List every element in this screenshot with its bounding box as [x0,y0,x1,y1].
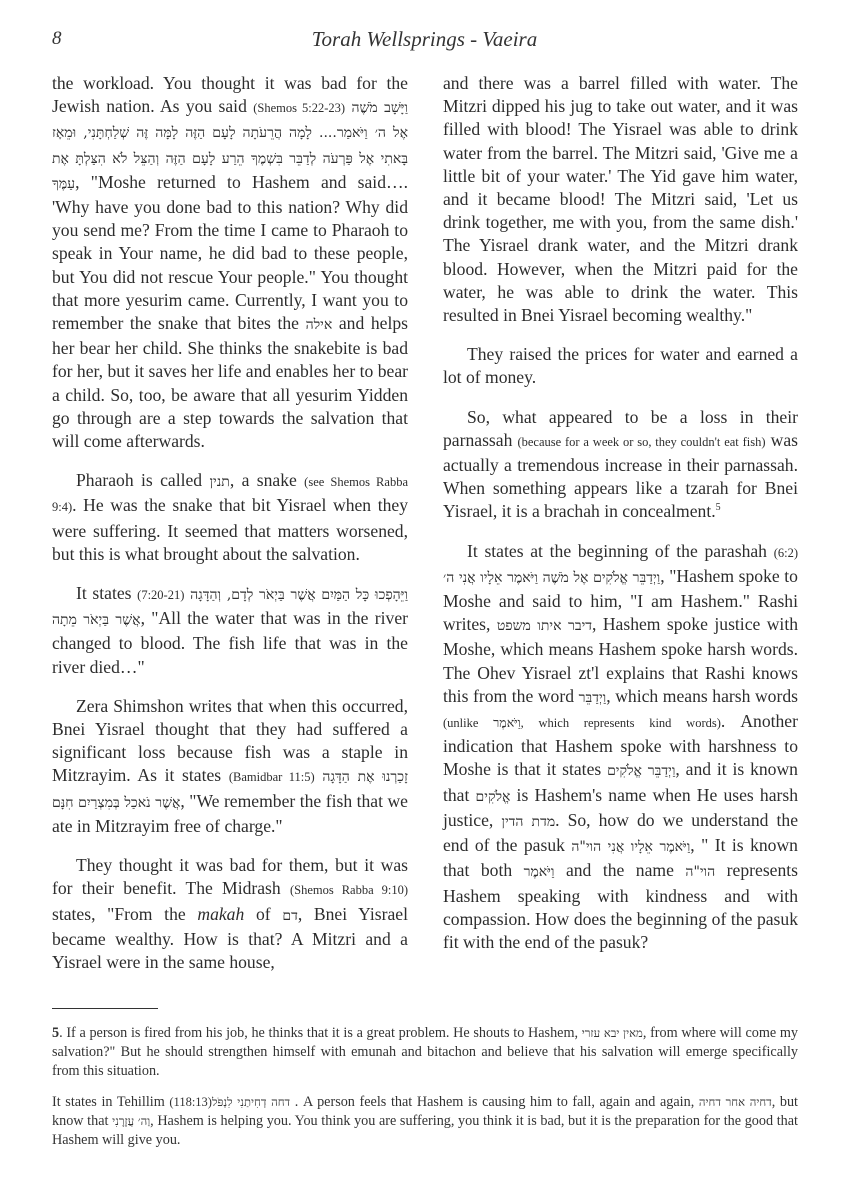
footnote-5-continued [52,1093,798,1150]
text: Zera Shimshon writes that when this occurred, Bnei Yisrael thought that they had suffered a significant loss because fish was a staple in Mitzrayim. As it states [52,695,408,786]
text: states, "From the [52,903,198,924]
text: is Hashem's name when He uses harsh justice, [443,784,799,830]
text: , "Hashem spoke to Moshe and said to him, "I am Hashem." Rashi writes, [443,565,798,635]
paragraph [52,469,408,566]
hebrew-quote: וַיָּשָׁב מֹשֶׁה אֶל ה׳ וַיֹּאמַר.... לָמָה הֲרֵעֹתָה לָעָם הַזֶּה לָמָּה זֶּה שְׁלַחְתָּנִי, וּמֵאָז בָּאתִי אֶל פַּרְעֹה לְדַבֵּר בִּשְׁמֶךָ הֵרַע לָעָם הַזֶּה וְהַצֵּל לֹא הִצַּלְתָּ אֶת עַמֶּךָ [52,100,408,192]
text: , which means harsh words [606,685,798,706]
footnote-number: 5 [52,1025,60,1041]
paragraph [443,406,798,524]
text: , Hashem spoke justice with Moshe, which means Hashem spoke harsh words. The Ohev Yisrael zt'l explains that Rashi knows this from the word [443,614,799,706]
hebrew-word: וַיְדַבֵּר [578,689,607,706]
citation: (unlike וַיֹּאמֶר, which represents kind words) [443,716,721,731]
text: and helps her bear her child. She thinks the snakebite is bad for her, but it saves her life and enables her to bear a child. So, too, be aware that all yesurim Yidden go through are a step towards the salvation that will come afterwards. [52,313,409,452]
text: , but know that [52,1094,798,1129]
paragraph: They raised the prices for water and earned a lot of money. [443,344,798,388]
text: . A person feels that Hashem is causing him to fall, again and again, [294,1094,699,1110]
hebrew-word: אילה [305,317,333,334]
hebrew-word: דם [282,907,298,924]
citation: (7:20-21) [137,588,185,603]
hebrew-word: תנין [209,474,230,491]
text: , and it is known that [443,759,798,805]
text: represents Hashem speaking with kindness and with compassion. How does the beginning of the pasuk fit with the end of the pasuk? [443,860,799,952]
paragraph [443,540,798,954]
text: It states in Tehillim [52,1094,170,1110]
citation: (118:13) [169,1095,212,1109]
citation: (Shemos 5:22-23) [253,101,346,116]
text: , Bnei Yisrael became wealthy. How is that? A Mitzri and a Yisrael were in the same house, [52,903,409,972]
text: , a snake [229,470,305,491]
paragraph [52,72,408,453]
hebrew-word: וַיֹּאמֶר [523,864,555,881]
text: , " It is known that both [443,835,798,881]
page-header [0,0,849,60]
page-number: 8 [52,28,62,49]
footnotes [52,1024,798,1162]
hebrew-quote: וַיֹּאמֶר אֵלָיו אֲנִי הוי"ה [571,839,691,856]
text: . He was the snake that bit Yisrael when they were suffering. It seemed that matters worsened, but this is what brought about the salvation. [52,495,408,564]
text: , "We remember the fish that we ate in Mitzrayim free of charge." [52,790,408,836]
footnote-ref[interactable]: 5 [715,502,721,514]
text: So, what appeared to be a loss in their parnassah [443,406,798,450]
hebrew-quote: זָכַרְנוּ אֶת הַדָּגָה אֲשֶׁר נֹאכַל בְּמִצְרַיִם חִנָּם [52,769,408,811]
hebrew-quote: דחה דְחִיתַנִי לִנְפֹּל [211,1095,295,1109]
hebrew-quote: דחיה אחר דחיה [698,1095,772,1109]
text: , from where will come my salvation?" But he should strengthen himself with emunah and bitachon and believe that his salvation will emerge specifically from this situation. [52,1025,798,1079]
hebrew-word: הוי"ה [685,864,716,881]
hebrew-quote: וַיְדַבֵּר אֱלֹקִים אֶל מֹשֶׁה וַיֹּאמֶר אֵלָיו אֲנִי ה׳ [443,569,661,586]
hebrew-quote: מאין יבא עזרי [581,1026,643,1040]
text: the workload. You thought it was bad for the Jewish nation. As you said [52,73,408,117]
right-column [443,72,798,970]
paragraph [52,854,408,974]
citation: (Shemos Rabba 9:10) [289,883,409,898]
text: , Hashem is helping you. You think you are suffering, you think it is bad, but it is the preparation for the good that Hashem will give you. [52,1113,798,1148]
paragraph [52,582,408,679]
footnote-divider [52,1008,158,1009]
text: . If a person is fired from his job, he thinks that it is a great problem. He shouts to Hashem, [59,1025,582,1041]
hebrew-quote: מדת הדין [501,813,556,830]
text: They thought it was bad for them, but it was for their benefit. The Midrash [52,855,408,899]
citation: (because for a week or so, they couldn't eat fish) [517,434,766,449]
text: . Another indication that Hashem spoke with harshness to Moshe is that it states [443,711,798,780]
left-column [52,72,408,990]
hebrew-word: אֱלֹקִים [475,788,511,805]
hebrew-quote: וַיְדַבֵּר אֱלֹקִים [607,763,676,780]
citation: (see Shemos Rabba 9:4) [52,475,408,515]
citation: (6:2) [773,545,798,560]
text: . So, how do we understand the end of the pasuk [443,809,798,856]
running-title: Torah Wellsprings - Vaeira [311,27,538,51]
text: was actually a tremendous increase in their parnassah. When something appears like a tzarah for Bnei Yisrael, it is a brachah in concealment. [443,429,798,522]
paragraph: and there was a barrel filled with water. The Mitzri dipped his jug to take out water, and it was filled with blood! The Yisrael was able to drink water from the barrel. The Mitzri said, 'Give me a little bit of your water.' The Yid gave him water, and it became blood! The Mitzri said, 'Let us drink together, me with you, from the same dish.' The Yisrael drank water, and the Mitzri drank blood. However, when the Mitzri paid for the water, he was able to drink the water. This resulted in Bnei Yisrael becoming wealthy." [443,73,798,326]
text: It states at the beginning of the parashah [467,540,774,561]
footnote-5 [52,1024,798,1081]
paragraph [52,695,408,838]
hebrew-quote: דיבר איתו משפט [496,618,593,635]
italic-term: makah [197,903,245,924]
text: of [244,903,283,924]
citation: (Bamidbar 11:5) [228,770,315,785]
text: , "Moshe returned to Hashem and said…. 'Why have you done bad to this nation? Why did you send me? From the time I came to Pharaoh to speak in Your name, he did bad to these people, but You did not rescue Your people." You thought that more yesurim came. Currently, I want you to remember the snake that bites the [52,171,408,334]
text: It states [76,583,138,604]
hebrew-quote: וַה׳ עֲזָרָנִי [112,1114,151,1128]
text: and the name [554,860,686,881]
hebrew-quote: וַיֵּהָפְכוּ כָּל הַמַּיִם אֲשֶׁר בַּיְאֹר לְדָם, וְהַדָּגָה אֲשֶׁר בַּיְאֹר מֵתָה [52,587,408,629]
text: , "All the water that was in the river changed to blood. The fish life that was in the river died…" [52,608,408,677]
text: Pharaoh is called [76,470,210,491]
